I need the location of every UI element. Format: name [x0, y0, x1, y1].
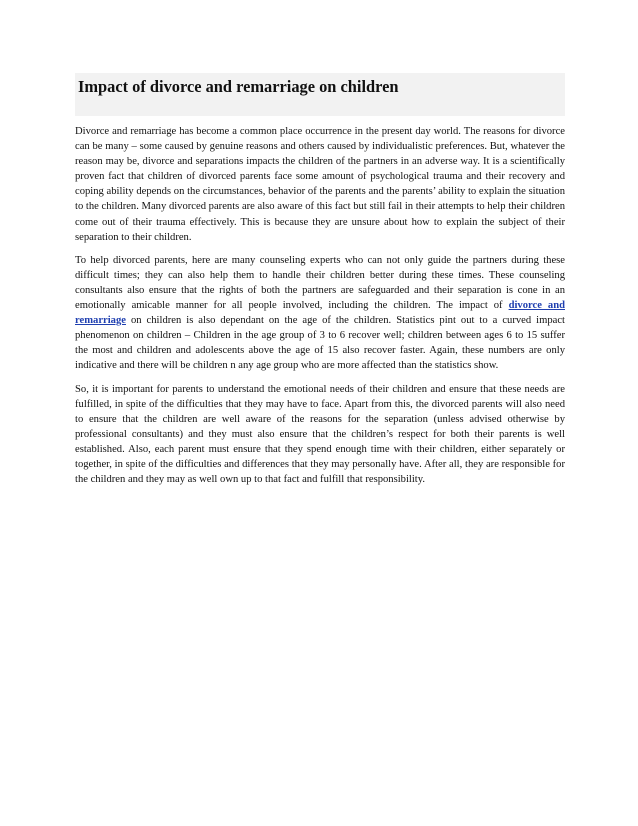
document-page [75, 73, 565, 487]
divorce-and-remarriage-link[interactable]: divorce and remarriage [75, 300, 565, 327]
paragraph-2-text-after-link: on children is also dependant on the age of the children. Statistics pint out to a curved impact phenomenon on children – Children in the age group of 3 to 6 recover well; children between ages 6 to 15 suffer the most and children and adolescents above the age of 15 also recover faster. Again, these numbers are only indicative and there will be children n any age group who are more affected than the statistics show. [75, 315, 565, 372]
paragraph-3: So, it is important for parents to understand the emotional needs of their children and ensure that these needs are fulfilled, in spite of the difficulties that they may have to face. Apart from this, the divorced parents will also need to ensure that the children are well aware of the reasons for the separation (unless advised otherwise by professional consultants) and they must also ensure that the children’s respect for both their parents is well established. Also, each parent must ensure that they spend enough time with their children, either separately or together, in spite of the difficulties and differences that they may personally have. After all, they are responsible for the children and they may as well own up to that fact and fulfill that responsibility. [75, 383, 565, 486]
document-title: Impact of divorce and remarriage on children [78, 77, 399, 96]
paragraph-1: Divorce and remarriage has become a common place occurrence in the present day world. The reasons for divorce can be many – some caused by genuine reasons and others caused by individualistic preferences. But, whatever the reason may be, divorce and separations impacts the children of the partners in an adverse way. It is a scientifically proven fact that children of divorced parents face some amount of psychological trauma and their recovery and coping ability depends on the circumstances, behavior of the parents and the parents’ ability to explain the situation to the children. Many divorced parents are also aware of this fact but still fail in their attempts to help their children come out of their trauma effectively. This is because they are unsure about how to explain the subject of their separation to their children. [75, 126, 565, 243]
title-bar [75, 73, 565, 116]
paragraph-2 [75, 253, 565, 374]
paragraph-2-text-before-link: To help divorced parents, here are many counseling experts who can not only guide the partners during these difficult times; they can also help them to handle their children better during these times. These counseling consultants also ensure that the rights of both the partners are safeguarded and their separation is cone in an emotionally amicable manner for all people involved, including the children. The impact of [75, 254, 565, 312]
